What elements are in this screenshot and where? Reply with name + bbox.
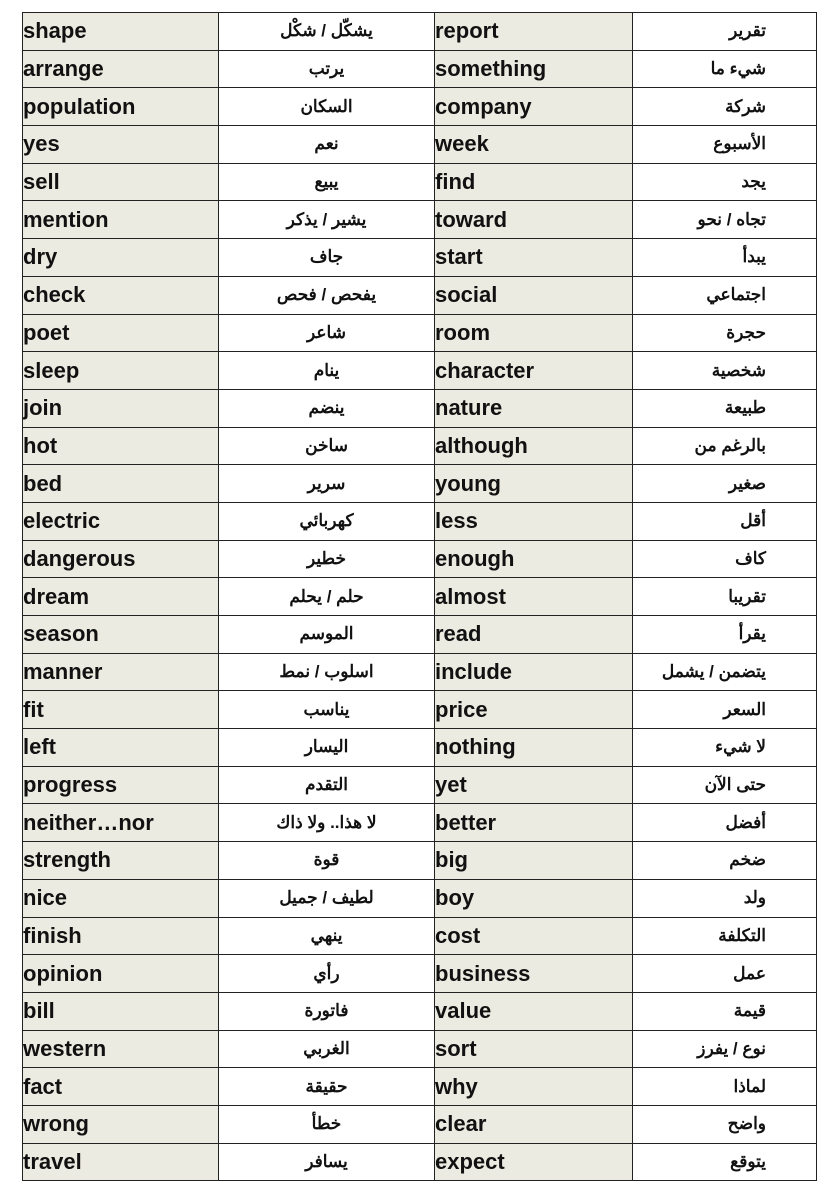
arabic-translation-cell: ضخم bbox=[633, 842, 817, 880]
english-word-cell: start bbox=[435, 239, 633, 277]
table-row bbox=[23, 653, 817, 691]
english-word-cell: join bbox=[23, 389, 219, 427]
arabic-translation-cell: ولد bbox=[633, 879, 817, 917]
arabic-translation-cell: لماذا bbox=[633, 1068, 817, 1106]
arabic-translation-cell: خطير bbox=[219, 540, 435, 578]
arabic-translation-cell: لا شيء bbox=[633, 729, 817, 767]
english-word-cell: progress bbox=[23, 766, 219, 804]
english-word-cell: manner bbox=[23, 653, 219, 691]
arabic-translation-cell: لا هذا.. ولا ذاك bbox=[219, 804, 435, 842]
english-word-cell: hot bbox=[23, 427, 219, 465]
table-row bbox=[23, 50, 817, 88]
english-word-cell: price bbox=[435, 691, 633, 729]
english-word-cell: boy bbox=[435, 879, 633, 917]
english-word-cell: bill bbox=[23, 992, 219, 1030]
arabic-translation-cell: طبيعة bbox=[633, 389, 817, 427]
arabic-translation-cell: يشكّل / شكْل bbox=[219, 13, 435, 51]
english-word-cell: dream bbox=[23, 578, 219, 616]
arabic-translation-cell: خطأ bbox=[219, 1105, 435, 1143]
arabic-translation-cell: جاف bbox=[219, 239, 435, 277]
english-word-cell: strength bbox=[23, 842, 219, 880]
english-word-cell: opinion bbox=[23, 955, 219, 993]
table-row bbox=[23, 126, 817, 164]
arabic-translation-cell: نعم bbox=[219, 126, 435, 164]
arabic-translation-cell: صغير bbox=[633, 465, 817, 503]
table-row bbox=[23, 1105, 817, 1143]
english-word-cell: finish bbox=[23, 917, 219, 955]
arabic-translation-cell: يقرأ bbox=[633, 616, 817, 654]
english-word-cell: although bbox=[435, 427, 633, 465]
english-word-cell: mention bbox=[23, 201, 219, 239]
arabic-translation-cell: يسافر bbox=[219, 1143, 435, 1181]
english-word-cell: sleep bbox=[23, 352, 219, 390]
arabic-translation-cell: الغربي bbox=[219, 1030, 435, 1068]
english-word-cell: fact bbox=[23, 1068, 219, 1106]
arabic-translation-cell: حتى الآن bbox=[633, 766, 817, 804]
arabic-translation-cell: شخصية bbox=[633, 352, 817, 390]
english-word-cell: report bbox=[435, 13, 633, 51]
table-row bbox=[23, 502, 817, 540]
arabic-translation-cell: تجاه / نحو bbox=[633, 201, 817, 239]
table-row bbox=[23, 1068, 817, 1106]
arabic-translation-cell: قوة bbox=[219, 842, 435, 880]
english-word-cell: big bbox=[435, 842, 633, 880]
arabic-translation-cell: يجد bbox=[633, 163, 817, 201]
table-row bbox=[23, 201, 817, 239]
table-row bbox=[23, 1143, 817, 1181]
table-row bbox=[23, 691, 817, 729]
arabic-translation-cell: كهربائي bbox=[219, 502, 435, 540]
table-row bbox=[23, 163, 817, 201]
english-word-cell: dry bbox=[23, 239, 219, 277]
english-word-cell: read bbox=[435, 616, 633, 654]
table-row bbox=[23, 578, 817, 616]
table-row bbox=[23, 616, 817, 654]
english-word-cell: enough bbox=[435, 540, 633, 578]
arabic-translation-cell: يتوقع bbox=[633, 1143, 817, 1181]
english-word-cell: travel bbox=[23, 1143, 219, 1181]
arabic-translation-cell: الموسم bbox=[219, 616, 435, 654]
english-word-cell: dangerous bbox=[23, 540, 219, 578]
table-row bbox=[23, 1030, 817, 1068]
table-row bbox=[23, 314, 817, 352]
english-word-cell: value bbox=[435, 992, 633, 1030]
table-row bbox=[23, 427, 817, 465]
arabic-translation-cell: رأي bbox=[219, 955, 435, 993]
arabic-translation-cell: لطيف / جميل bbox=[219, 879, 435, 917]
arabic-translation-cell: ينام bbox=[219, 352, 435, 390]
english-word-cell: company bbox=[435, 88, 633, 126]
arabic-translation-cell: أقل bbox=[633, 502, 817, 540]
english-word-cell: less bbox=[435, 502, 633, 540]
english-word-cell: western bbox=[23, 1030, 219, 1068]
table-row bbox=[23, 239, 817, 277]
english-word-cell: yet bbox=[435, 766, 633, 804]
table-row bbox=[23, 842, 817, 880]
english-word-cell: poet bbox=[23, 314, 219, 352]
arabic-translation-cell: يناسب bbox=[219, 691, 435, 729]
english-word-cell: clear bbox=[435, 1105, 633, 1143]
arabic-translation-cell: التكلفة bbox=[633, 917, 817, 955]
arabic-translation-cell: اسلوب / نمط bbox=[219, 653, 435, 691]
arabic-translation-cell: أفضل bbox=[633, 804, 817, 842]
arabic-translation-cell: قيمة bbox=[633, 992, 817, 1030]
arabic-translation-cell: تقريبا bbox=[633, 578, 817, 616]
english-word-cell: why bbox=[435, 1068, 633, 1106]
english-word-cell: nice bbox=[23, 879, 219, 917]
english-word-cell: find bbox=[435, 163, 633, 201]
table-row bbox=[23, 13, 817, 51]
arabic-translation-cell: ساخن bbox=[219, 427, 435, 465]
arabic-translation-cell: يشير / يذكر bbox=[219, 201, 435, 239]
english-word-cell: yes bbox=[23, 126, 219, 164]
arabic-translation-cell: اجتماعي bbox=[633, 276, 817, 314]
english-word-cell: cost bbox=[435, 917, 633, 955]
table-row bbox=[23, 766, 817, 804]
english-word-cell: sort bbox=[435, 1030, 633, 1068]
arabic-translation-cell: بالرغم من bbox=[633, 427, 817, 465]
arabic-translation-cell: نوع / يفرز bbox=[633, 1030, 817, 1068]
arabic-translation-cell: يفحص / فحص bbox=[219, 276, 435, 314]
arabic-translation-cell: شركة bbox=[633, 88, 817, 126]
arabic-translation-cell: كاف bbox=[633, 540, 817, 578]
arabic-translation-cell: حلم / يحلم bbox=[219, 578, 435, 616]
arabic-translation-cell: يتضمن / يشمل bbox=[633, 653, 817, 691]
english-word-cell: neither…nor bbox=[23, 804, 219, 842]
table-row bbox=[23, 389, 817, 427]
english-word-cell: business bbox=[435, 955, 633, 993]
english-word-cell: something bbox=[435, 50, 633, 88]
arabic-translation-cell: السعر bbox=[633, 691, 817, 729]
english-word-cell: character bbox=[435, 352, 633, 390]
arabic-translation-cell: حجرة bbox=[633, 314, 817, 352]
arabic-translation-cell: سرير bbox=[219, 465, 435, 503]
english-word-cell: sell bbox=[23, 163, 219, 201]
arabic-translation-cell: الأسبوع bbox=[633, 126, 817, 164]
arabic-translation-cell: ينضم bbox=[219, 389, 435, 427]
table-row bbox=[23, 276, 817, 314]
english-word-cell: room bbox=[435, 314, 633, 352]
table-row bbox=[23, 917, 817, 955]
arabic-translation-cell: السكان bbox=[219, 88, 435, 126]
table-row bbox=[23, 992, 817, 1030]
english-word-cell: week bbox=[435, 126, 633, 164]
arabic-translation-cell: ينهي bbox=[219, 917, 435, 955]
arabic-translation-cell: يبيع bbox=[219, 163, 435, 201]
english-word-cell: bed bbox=[23, 465, 219, 503]
english-word-cell: include bbox=[435, 653, 633, 691]
english-word-cell: better bbox=[435, 804, 633, 842]
arabic-translation-cell: تقرير bbox=[633, 13, 817, 51]
english-word-cell: left bbox=[23, 729, 219, 767]
arabic-translation-cell: شاعر bbox=[219, 314, 435, 352]
vocabulary-table-body bbox=[23, 13, 817, 1181]
table-row bbox=[23, 88, 817, 126]
english-word-cell: arrange bbox=[23, 50, 219, 88]
arabic-translation-cell: التقدم bbox=[219, 766, 435, 804]
english-word-cell: social bbox=[435, 276, 633, 314]
arabic-translation-cell: واضح bbox=[633, 1105, 817, 1143]
arabic-translation-cell: حقيقة bbox=[219, 1068, 435, 1106]
table-row bbox=[23, 540, 817, 578]
english-word-cell: wrong bbox=[23, 1105, 219, 1143]
arabic-translation-cell: فاتورة bbox=[219, 992, 435, 1030]
english-word-cell: expect bbox=[435, 1143, 633, 1181]
table-row bbox=[23, 729, 817, 767]
english-word-cell: fit bbox=[23, 691, 219, 729]
table-row bbox=[23, 352, 817, 390]
english-word-cell: young bbox=[435, 465, 633, 503]
table-row bbox=[23, 804, 817, 842]
english-word-cell: population bbox=[23, 88, 219, 126]
table-row bbox=[23, 879, 817, 917]
english-word-cell: check bbox=[23, 276, 219, 314]
english-word-cell: season bbox=[23, 616, 219, 654]
arabic-translation-cell: يبدأ bbox=[633, 239, 817, 277]
table-row bbox=[23, 955, 817, 993]
english-word-cell: shape bbox=[23, 13, 219, 51]
english-word-cell: toward bbox=[435, 201, 633, 239]
english-word-cell: electric bbox=[23, 502, 219, 540]
vocabulary-table bbox=[22, 12, 817, 1181]
arabic-translation-cell: عمل bbox=[633, 955, 817, 993]
table-row bbox=[23, 465, 817, 503]
arabic-translation-cell: شيء ما bbox=[633, 50, 817, 88]
english-word-cell: almost bbox=[435, 578, 633, 616]
arabic-translation-cell: اليسار bbox=[219, 729, 435, 767]
english-word-cell: nature bbox=[435, 389, 633, 427]
arabic-translation-cell: يرتب bbox=[219, 50, 435, 88]
english-word-cell: nothing bbox=[435, 729, 633, 767]
